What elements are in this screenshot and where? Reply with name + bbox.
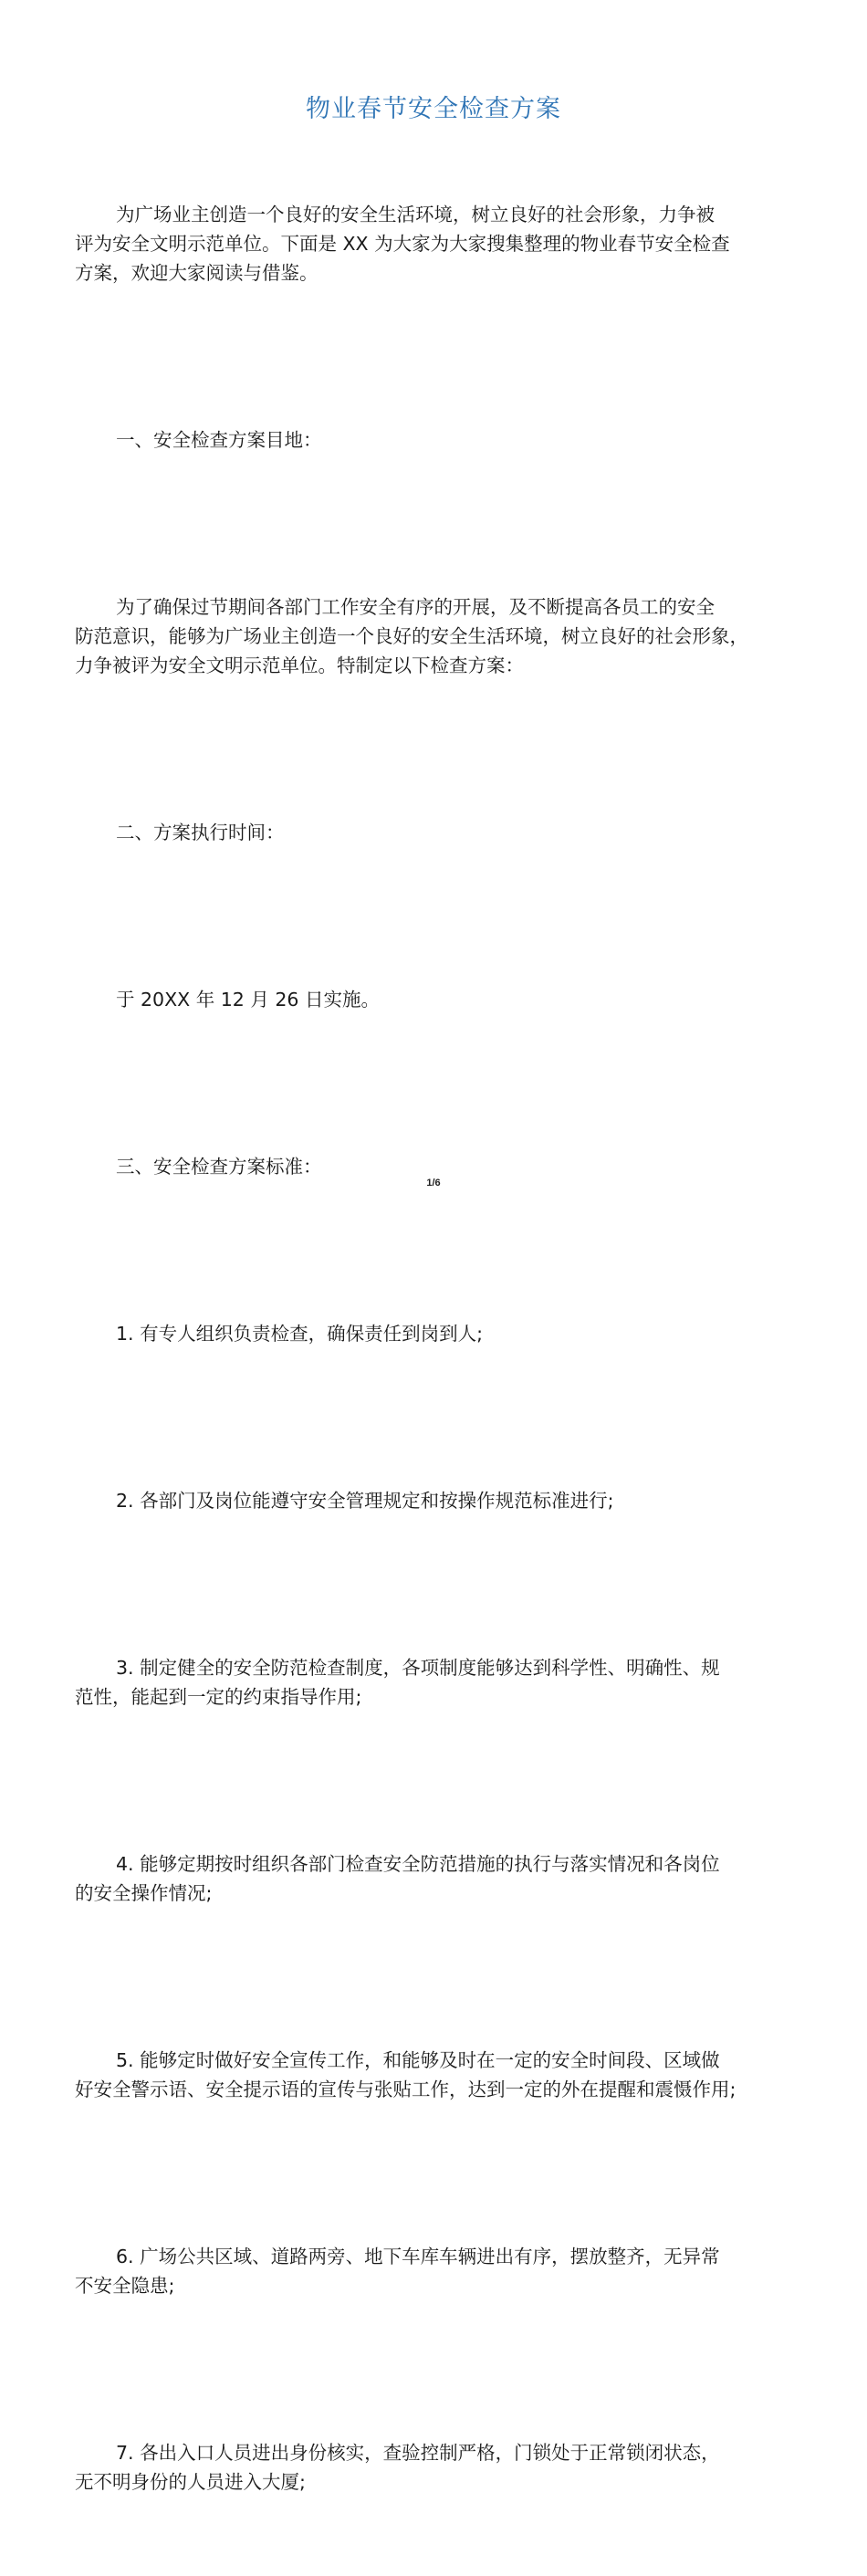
- paragraph-line: 范性，能起到一定的约束指导作用;: [75, 1686, 362, 1708]
- list-item: [75, 1791, 805, 1966]
- paragraph-line: 7. 各出入口人员进出身份核实，查验控制严格，门锁处于正常锁闭状态，: [116, 2442, 720, 2464]
- paragraph-line: 二、方案执行时间：: [116, 822, 285, 843]
- paragraph-intro: [75, 141, 805, 346]
- paragraph-line: 的安全操作情况;: [75, 1882, 213, 1904]
- paragraph-line: 5. 能够定时做好安全宣传工作，和能够及时在一定的安全时间段、区域做: [116, 2049, 720, 2071]
- paragraph-line: 不安全隐患;: [75, 2275, 175, 2297]
- section-heading-1: [75, 367, 805, 513]
- paragraph-date: [75, 927, 805, 1073]
- paragraph-line: 三、安全检查方案标准：: [116, 1156, 322, 1178]
- paragraph-line: 无不明身份的人员进入大厦;: [75, 2471, 306, 2493]
- paragraph-line: 于 20XX 年 12 月 26 日实施。: [116, 989, 380, 1011]
- page-number: 1/6: [426, 1178, 441, 1189]
- paragraph-line: 为广场业主创造一个良好的安全生活环境，树立良好的社会形象，力争被: [116, 204, 715, 225]
- paragraph-line: 一、安全检查方案目地：: [116, 429, 322, 451]
- paragraph-line: 2. 各部门及岗位能遵守安全管理规定和按操作规范标准进行;: [116, 1490, 614, 1512]
- list-item: [75, 1428, 805, 1574]
- paragraph-line: 为了确保过节期间各部门工作安全有序的开展，及不断提高各员工的安全: [116, 596, 715, 618]
- paragraph-line: 防范意识，能够为广场业主创造一个良好的安全生活环境，树立良好的社会形象，: [75, 625, 748, 647]
- list-item: [75, 1261, 805, 1407]
- paragraph-line: 6. 广场公共区域、道路两旁、地下车库车辆进出有序，摆放整齐，无异常: [116, 2246, 720, 2267]
- paragraph-line: 3. 制定健全的安全防范检查制度，各项制度能够达到科学性、明确性、规: [116, 1657, 720, 1679]
- list-item: [75, 1595, 805, 1770]
- section-heading-3: [75, 1094, 805, 1240]
- section-heading-2: [75, 759, 805, 906]
- paragraph-line: 评为安全文明示范单位。下面是 XX 为大家为大家搜集整理的物业春节安全检查: [75, 233, 730, 255]
- list-item: [75, 2380, 805, 2555]
- paragraph-line: 方案，欢迎大家阅读与借鉴。: [75, 262, 319, 284]
- paragraph-line: 1. 有专人组织负责检查，确保责任到岗到人;: [116, 1323, 483, 1345]
- list-item: [75, 2183, 805, 2359]
- paragraph-line: 好安全警示语、安全提示语的宣传与张贴工作，达到一定的外在提醒和震慑作用;: [75, 2079, 736, 2100]
- document-body: [75, 141, 805, 2576]
- list-item: [75, 1987, 805, 2162]
- paragraph-purpose: [75, 534, 805, 738]
- paragraph-line: 力争被评为安全文明示范单位。特制定以下检查方案：: [75, 654, 524, 676]
- paragraph-line: 4. 能够定期按时组织各部门检查安全防范措施的执行与落实情况和各岗位: [116, 1853, 720, 1875]
- document-title: 物业春节安全检查方案: [306, 95, 561, 123]
